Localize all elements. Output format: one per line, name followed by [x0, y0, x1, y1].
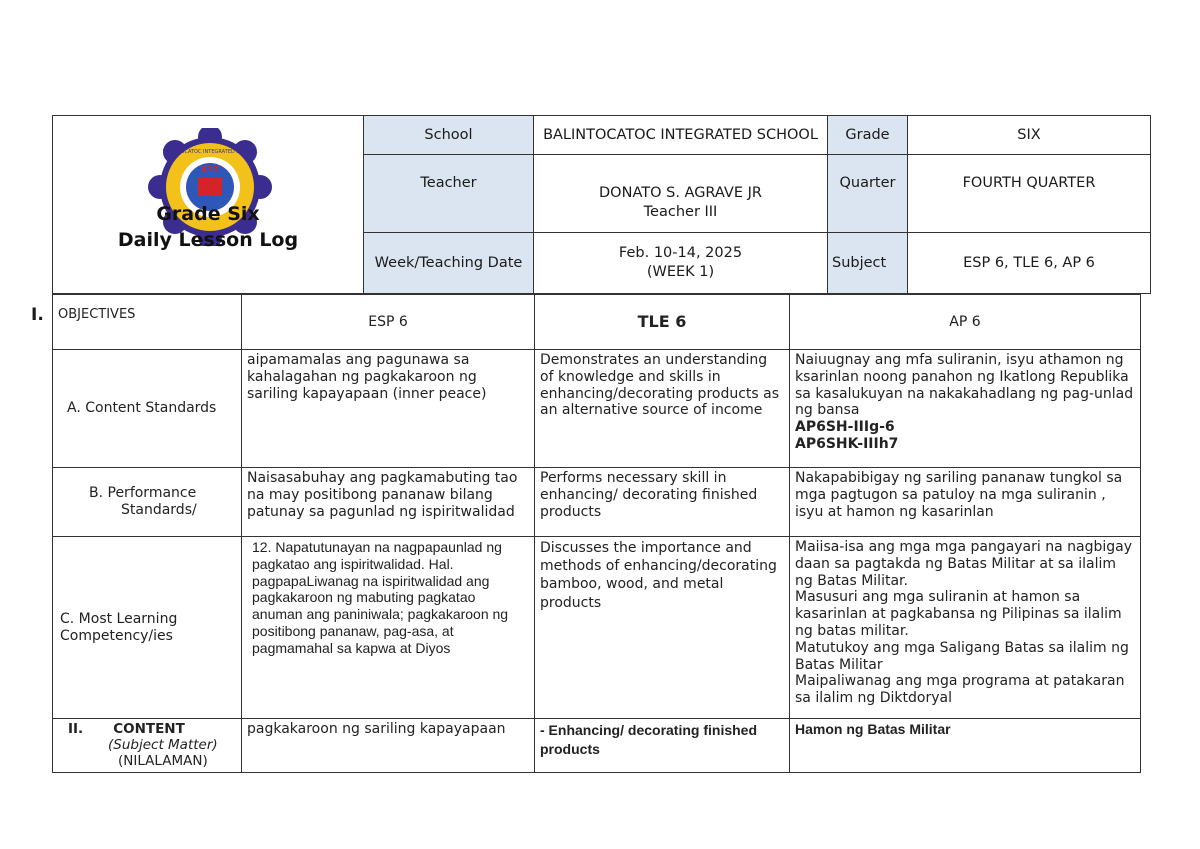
title-cell: [53, 116, 364, 294]
content-label-line: II. CONTENT: [68, 721, 185, 737]
performance-standards-label: [53, 468, 242, 537]
competencies-tle: Discusses the importance and methods of enhancing/decorating bamboo, wood, and metal products: [535, 537, 790, 719]
subject-value: ESP 6, TLE 6, AP 6: [908, 233, 1151, 294]
svg-text:K12: K12: [201, 165, 219, 174]
performance-standards-tle: Performs necessary skill in enhancing/ decorating finished products: [535, 468, 790, 537]
competencies-esp: 12. Napatutunayan na nagpapaunlad ng pagkatao ang ispiritwalidad. Hal. pagpapaLiwanag na ispiritwalidad ang pagkakaroon ng mabuting pagkatao anuman ang paniniwala; pagkakaroon ng positibong pananaw, pag-asa, at pagmamahal sa kapwa at Diyos: [242, 537, 535, 719]
objectives-label: OBJECTIVES: [53, 295, 242, 350]
ap-code-1: AP6SH-IIIg-6: [795, 419, 895, 436]
week-date: Feb. 10-14, 2025: [618, 245, 743, 262]
competency-ap-2: Masusuri ang mga suliranin at hamon sa kasarinlan at pagkabansa ng Pilipinas sa ilalim ng batas militar.: [795, 589, 1122, 639]
col-ap6: AP 6: [790, 295, 1141, 350]
content-tle: - Enhancing/ decorating finished products: [535, 719, 790, 773]
objectives-table: [52, 294, 1141, 773]
svg-text:BALINTOCATOC INTEGRATED SCHOOL: BALINTOCATOC INTEGRATED SCHOOL: [162, 149, 258, 155]
content-standards-tle: Demonstrates an understanding of knowledge and skills in enhancing/decorating products as an alternative source of income: [535, 350, 790, 468]
title-line2: Daily Lesson Log: [117, 228, 299, 251]
grade-label: Grade: [828, 116, 908, 155]
col-tle6: TLE 6: [535, 295, 790, 350]
performance-label-line1: B. Performance: [89, 485, 197, 502]
performance-standards-esp: Naisasabuhay ang pagkamabuting tao na may positibong pananaw bilang patunay sa pagunlad ng ispiritwalidad: [242, 468, 535, 537]
header-table: [52, 115, 1151, 294]
content-standards-ap: [790, 350, 1141, 468]
competencies-label: C. Most Learning Competency/ies: [53, 537, 242, 719]
teacher-label: Teacher: [364, 155, 534, 233]
competencies-ap: [790, 537, 1141, 719]
section-roman-i: I.: [31, 305, 44, 325]
quarter-label: Quarter: [828, 155, 908, 233]
week-number: (WEEK 1): [646, 264, 715, 280]
week-label: Week/Teaching Date: [364, 233, 534, 294]
content-ap: Hamon ng Batas Militar: [790, 719, 1141, 773]
teacher-position: Teacher III: [643, 203, 718, 220]
content-standards-ap-text: Naiuugnay ang mfa suliranin, isyu athamon ng ksarinlan noong panahon ng Ikatlong Republika sa kasalukuyan na nakakahadlang ng pag-unlad ng bansa: [795, 352, 1134, 419]
content-nilalaman: (NILALAMAN): [118, 753, 208, 770]
content-standards-label: A. Content Standards: [53, 350, 242, 468]
school-label: School: [364, 116, 534, 155]
grade-value: SIX: [908, 116, 1151, 155]
subject-label: Subject: [828, 233, 908, 294]
performance-standards-ap: Nakapabibigay ng sariling pananaw tungkol sa mga pagtugon sa patuloy na mga suliranin , isyu at hamon ng kasarinlan: [790, 468, 1141, 537]
col-esp6: ESP 6: [242, 295, 535, 350]
teacher-value: [534, 155, 828, 233]
competency-ap-1: Maiisa-isa ang mga mga pangayari na nagbigay daan sa pagtakda ng Batas Militar at sa ilalim ng Batas Militar.: [795, 539, 1133, 589]
content-label: [53, 719, 242, 773]
week-value: [534, 233, 828, 294]
title-line1: Grade Six: [156, 203, 260, 225]
competency-ap-4: Maipaliwanag ang mga programa at patakaran sa ilalim ng Diktdoryal: [795, 673, 1125, 707]
competency-ap-3: Matutukoy ang mga Saligang Batas sa ilalim ng Batas Militar: [795, 639, 1129, 673]
teacher-name: DONATO S. AGRAVE JR: [599, 184, 762, 201]
content-esp: pagkakaroon ng sariling kapayapaan: [242, 719, 535, 773]
performance-label-line2: Standards/: [121, 502, 197, 518]
school-value: BALINTOCATOC INTEGRATED SCHOOL: [534, 116, 828, 155]
content-subject-matter: (Subject Matter): [108, 737, 218, 754]
content-standards-esp: aipamamalas ang pagunawa sa kahalagahan ng pagkakaroon ng sariling kapayapaan (inner peace): [242, 350, 535, 468]
ap-code-2: AP6SHK-IIIh7: [795, 435, 899, 452]
quarter-value: FOURTH QUARTER: [908, 155, 1151, 233]
daily-lesson-log-title: [53, 202, 363, 253]
